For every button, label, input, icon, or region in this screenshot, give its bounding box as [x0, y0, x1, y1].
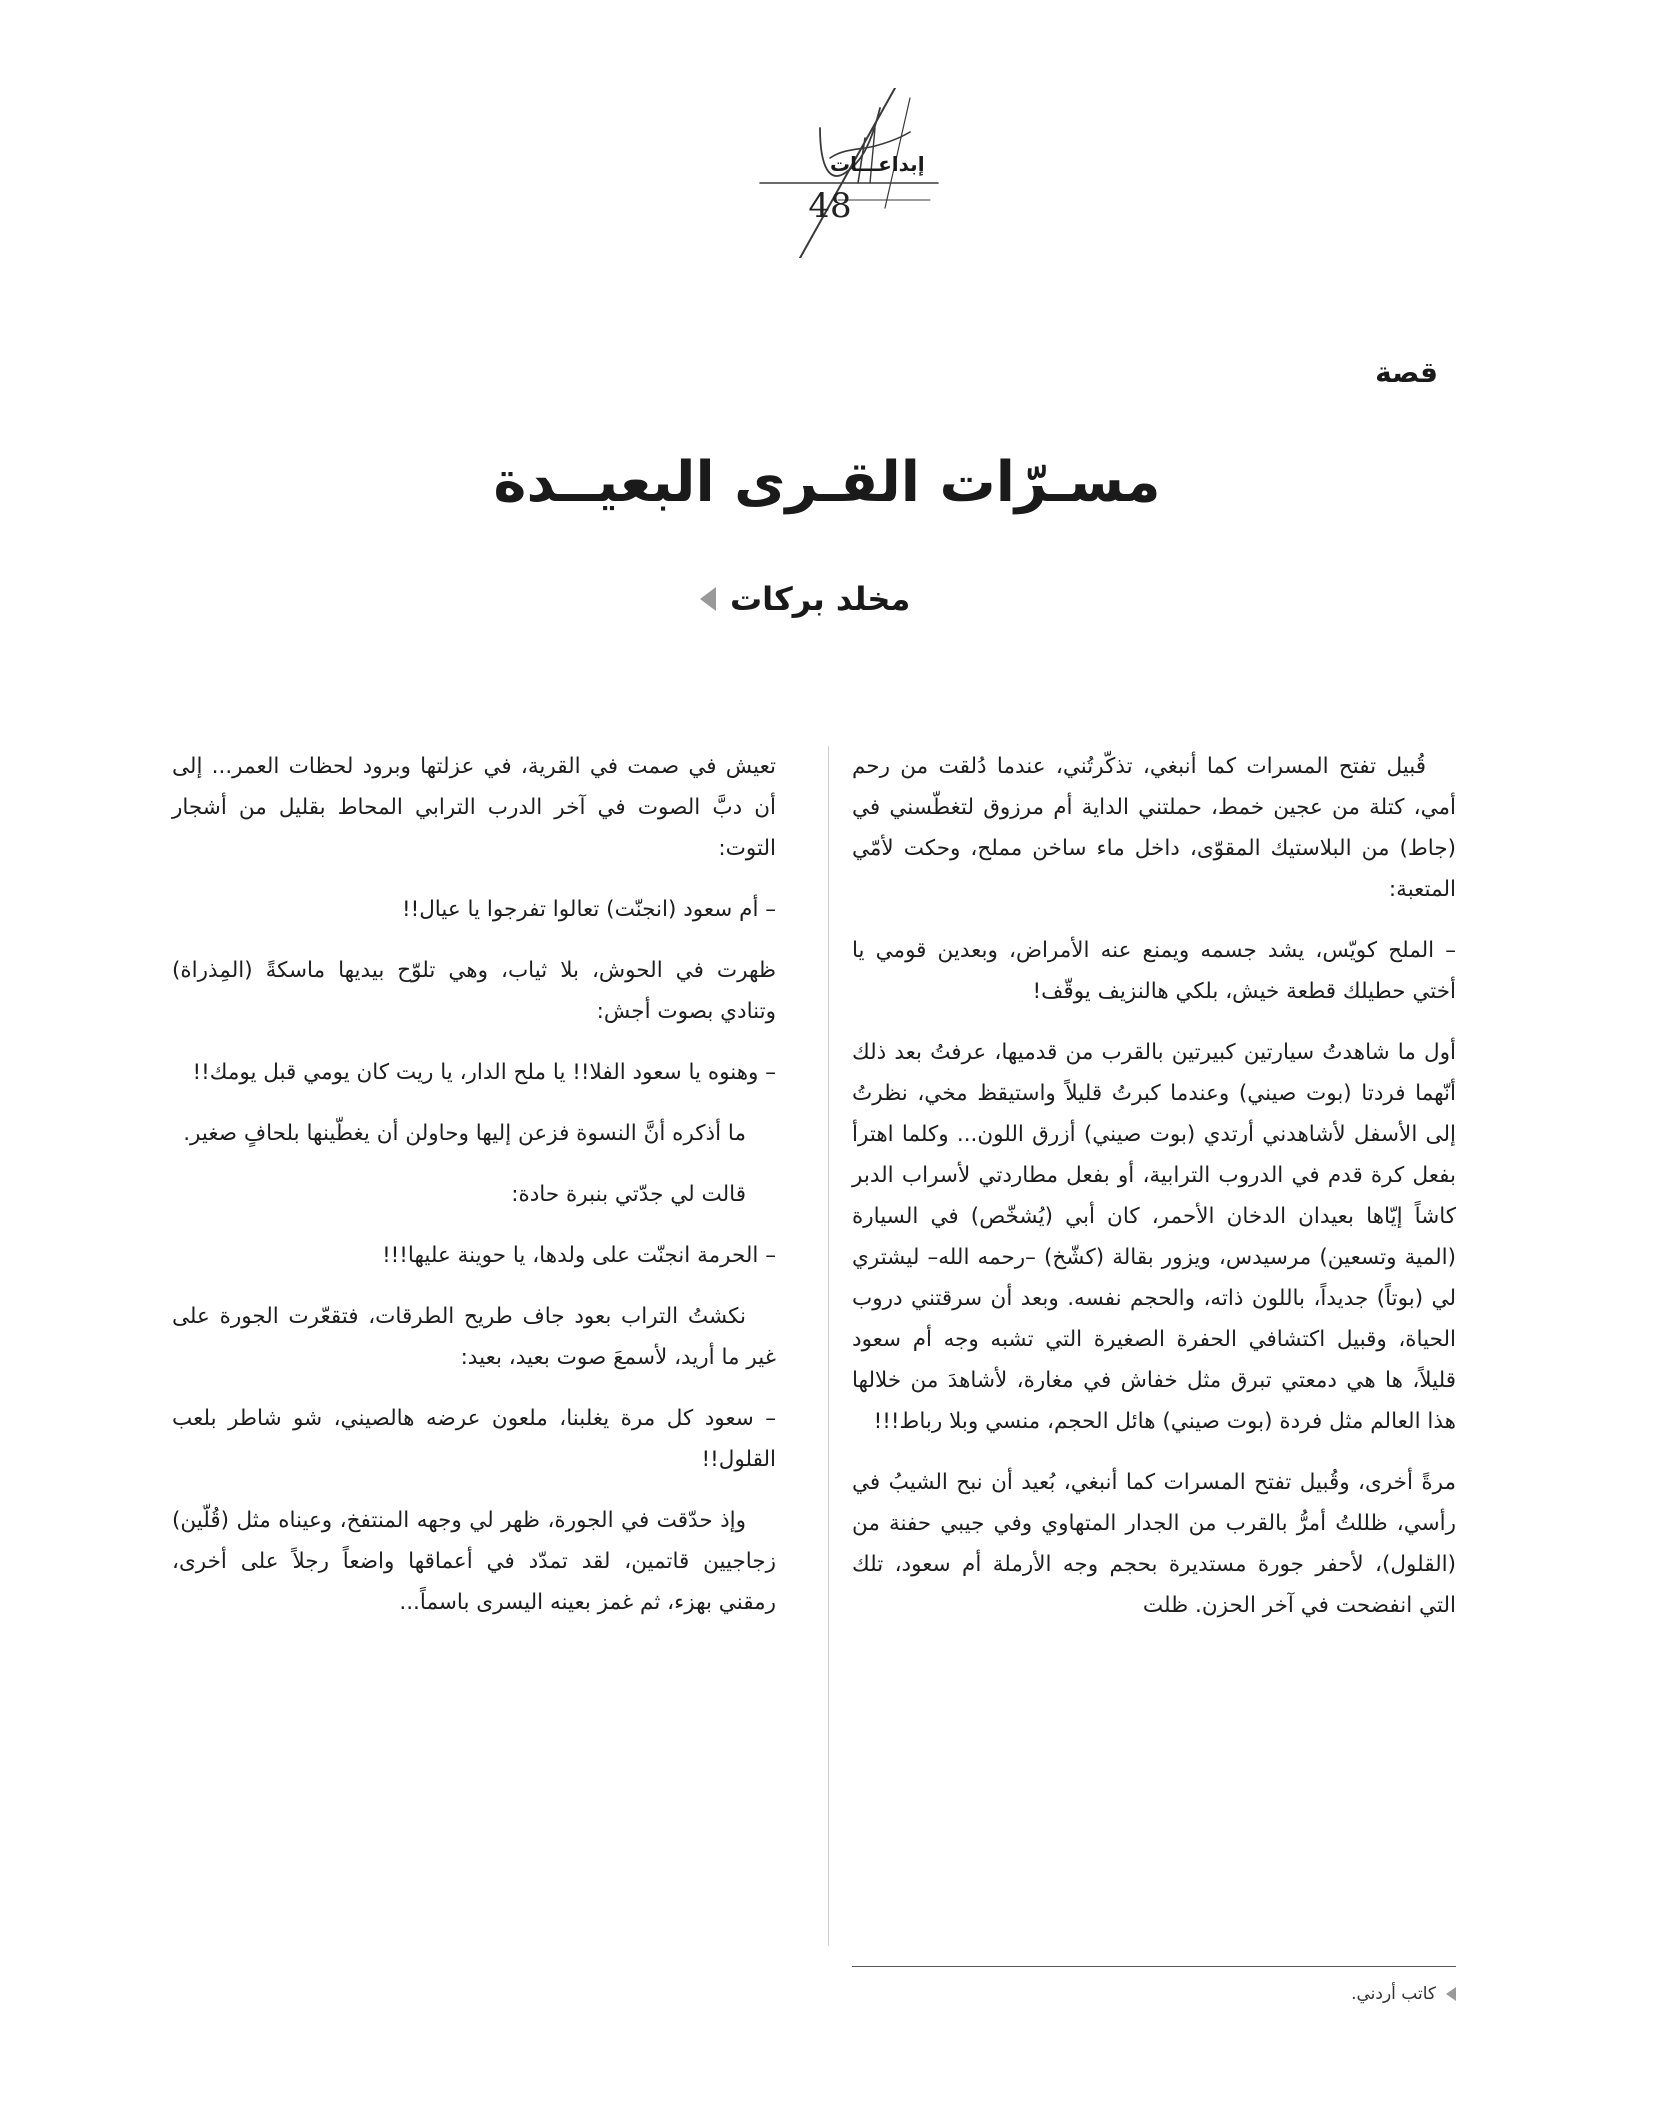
text-column-left — [172, 746, 776, 1643]
footnote-triangle-icon — [1446, 1987, 1456, 2001]
article-title: مسـرّات القـرى البعيــدة — [493, 450, 1161, 515]
footnote-rule — [852, 1966, 1456, 1967]
genre-label: قصة — [1375, 356, 1438, 389]
paragraph: أول ما شاهدتُ سيارتين كبيرتين بالقرب من قدميها، عرفتُ بعد ذلك أنّهما فردتا (بوت صيني) وعندما كبرتُ قليلاً واستيقظ مخي، نظرتُ إلى الأسفل لأشاهدني أرتدي (بوت صيني) أزرق اللون... وكلما اهترأ بفعل كرة قدم في الدروب الترابية، أو بفعل مطاردتي لأسراب الدبر كاشاً إيّاها بعيدان الدخان الأحمر، كان أبي (يُشخّص) في السيارة (المية وتسعين) مرسيدس، ويزور بقالة (كشّخ) –رحمه الله– ليشتري لي (بوتاً) جديداً، باللون ذاته، والحجم نفسه. وبعد أن سرقتني دروب الحياة، وقبيل اكتشافي الحفرة الصغيرة التي تشبه وجه أم سعود قليلاً، ها هي دمعتي تبرق مثل خفاش في مغارة، لأشاهدَ من خلالها هذا العالم مثل فردة (بوت صيني) هائل الحجم، منسي وبلا رباط!!! — [852, 1040, 1456, 1434]
column-divider — [828, 746, 829, 1946]
author-byline — [700, 580, 960, 618]
paragraph: – الحرمة انجنّت على ولدها، يا حوينة عليها!!! — [382, 1243, 776, 1268]
paragraph: – وهنوه يا سعود الفلا!! يا ملح الدار، يا ريت كان يومي قبل يومك!! — [192, 1060, 776, 1085]
paragraph: – سعود كل مرة يغلبنا، ملعون عرضه هالصيني، شو شاطر بلعب القلول!! — [172, 1406, 776, 1472]
paragraph: – الملح كويّس، يشد جسمه ويمنع عنه الأمراض، وبعدين قومي يا أختي حطيلك قطعة خيش، بلكي هالنزيف يوقّف! — [852, 938, 1456, 1004]
paragraph: ما أذكره أنَّ النسوة فزعن إليها وحاولن أن يغطّينها بلحافٍ صغير. — [183, 1121, 746, 1146]
byline-triangle-icon — [700, 587, 716, 611]
footnote — [1351, 1984, 1456, 2004]
paragraph: تعيش في صمت في القرية، في عزلتها وبرود لحظات العمر... إلى أن دبَّ الصوت في آخر الدرب الترابي المحاط بقليل من أشجار التوت: — [172, 754, 776, 861]
paragraph: مرةً أخرى، وقُبيل تفتح المسرات كما أنبغي، بُعيد أن نبح الشيبُ في رأسي، ظللتُ أمرُّ بالقرب من الجدار المتهاوي وفي جيبي حفنة من (القلول)، لأحفر جورة مستديرة بحجم وجه الأرملة أم سعود، تلك التي انفضحت في آخر الحزن. ظلت — [852, 1470, 1456, 1618]
paragraph: نكشتُ التراب بعود جاف طريح الطرقات، فتقعّرت الجورة على غير ما أريد، لأسمعَ صوت بعيد، بعيد: — [172, 1304, 776, 1370]
paragraph: ظهرت في الحوش، بلا ثياب، وهي تلوّح بيديها ماسكةً (المِذراة) وتنادي بصوت أجش: — [172, 958, 776, 1024]
text-column-right — [852, 746, 1456, 1646]
author-name: مخلد بركات — [730, 580, 911, 618]
paragraph: وإذ حدّقت في الجورة، ظهر لي وجهه المنتفخ، وعيناه مثل (قُلّين) زجاجيين قاتمين، لقد تمدّد في أعماقها واضعاً رجلاً على أخرى، رمقني بهزء، ثم غمز بعينه اليسرى باسماً... — [172, 1508, 776, 1615]
paragraph: قُبيل تفتح المسرات كما أنبغي، تذكّرتُني، عندما دُلقت من رحم أمي، كتلة من عجين خمط، حملتني الداية أم مرزوق لتغطّسني في (جاط) من البلاستيك المقوّى، داخل ماء ساخن مملح، وحكت لأمّي المتعبة: — [852, 754, 1456, 902]
page-number: 48 — [808, 186, 852, 226]
paragraph: قالت لي جدّتي بنبرة حادة: — [511, 1182, 746, 1207]
section-label: إبداعـــات — [830, 152, 925, 176]
footnote-text: كاتب أردني. — [1351, 1984, 1436, 2004]
paragraph: – أم سعود (انجنّت) تعالوا تفرجوا يا عيال!! — [401, 897, 776, 922]
